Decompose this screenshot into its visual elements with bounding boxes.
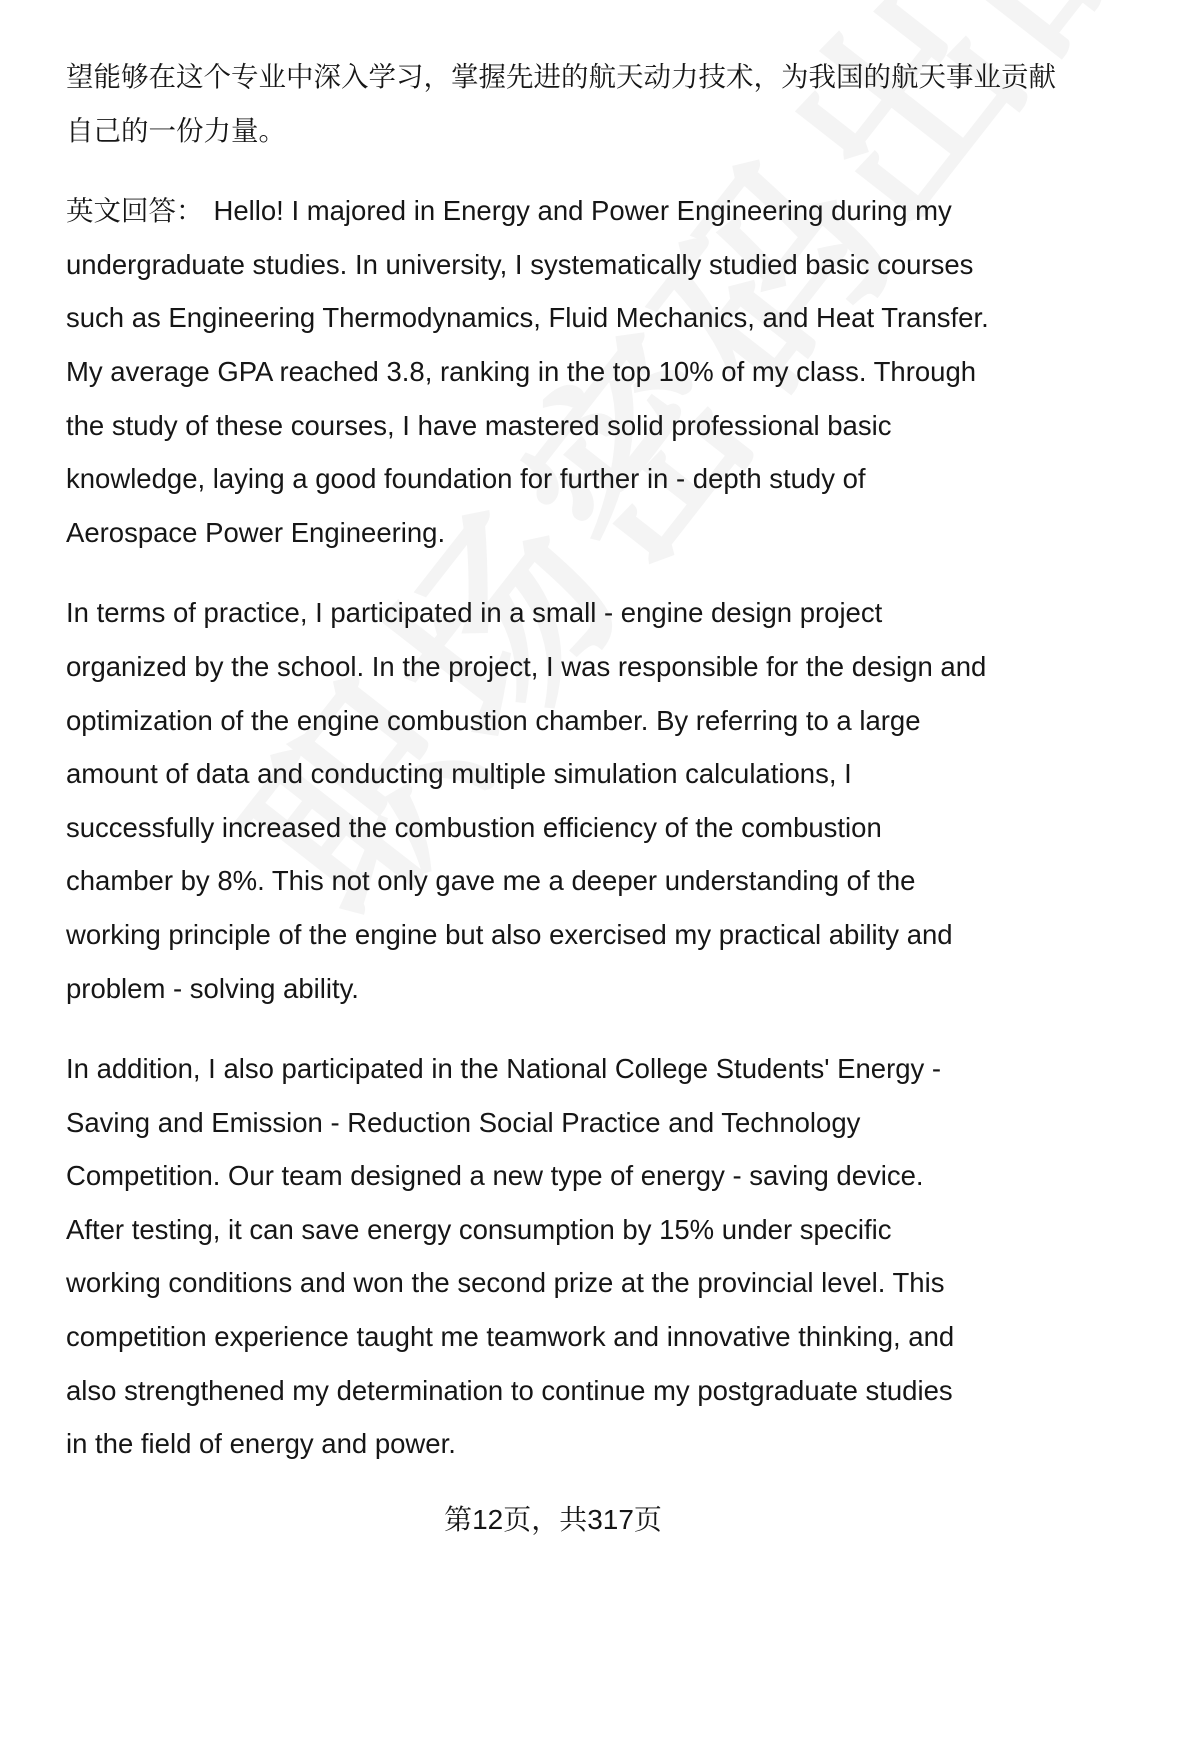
text-line: 望能够在这个专业中深入学习，掌握先进的航天动力技术，为我国的航天事业贡献	[66, 61, 1056, 92]
text-line: amount of data and conducting multiple simulation calculations, I	[66, 758, 852, 790]
text-line: successfully increased the combustion efficiency of the combustion	[66, 811, 882, 843]
intro-chinese-paragraph	[66, 50, 1066, 157]
text-line: Competition. Our team designed a new type of energy - saving device.	[66, 1160, 924, 1192]
page-content	[66, 50, 1066, 1498]
english-answer-paragraph-3	[66, 1042, 1066, 1471]
text-line: After testing, it can save energy consumption by 15% under specific	[66, 1213, 892, 1245]
text-line: such as Engineering Thermodynamics, Fluid Mechanics, and Heat Transfer.	[66, 302, 989, 334]
text-line: Saving and Emission - Reduction Social Practice and Technology	[66, 1106, 861, 1138]
text-line: My average GPA reached 3.8, ranking in the top 10% of my class. Through	[66, 355, 977, 387]
text-line: in the field of energy and power.	[66, 1428, 456, 1460]
text-line: knowledge, laying a good foundation for further in - depth study of	[66, 463, 866, 495]
text-line: problem - solving ability.	[66, 972, 359, 1004]
text-line: also strengthened my determination to continue my postgraduate studies	[66, 1374, 953, 1406]
text-line: organized by the school. In the project, I was responsible for the design and	[66, 650, 987, 682]
text-line: working principle of the engine but also exercised my practical ability and	[66, 918, 953, 950]
english-answer-label: 英文回答：	[66, 195, 204, 227]
text-line: In addition, I also participated in the National College Students' Energy -	[66, 1053, 942, 1085]
text-line: competition experience taught me teamwork and innovative thinking, and	[66, 1321, 955, 1353]
text-line: In terms of practice, I participated in a small - engine design project	[66, 597, 883, 629]
english-answer-paragraph-2	[66, 586, 1066, 1015]
text-line	[66, 184, 1066, 238]
text-line: undergraduate studies. In university, I systematically studied basic courses	[66, 248, 974, 280]
page-footer	[0, 1500, 1106, 1540]
text-line: optimization of the engine combustion chamber. By referring to a large	[66, 704, 921, 736]
text-line-body: Hello! I majored in Energy and Power Engineering during my	[213, 195, 952, 227]
text-line: Aerospace Power Engineering.	[66, 516, 446, 548]
english-answer-paragraph-1	[66, 184, 1066, 559]
text-line: the study of these courses, I have mastered solid professional basic	[66, 409, 892, 441]
page-indicator: 第12页，共317页	[444, 1504, 662, 1535]
text-line: chamber by 8%. This not only gave me a deeper understanding of the	[66, 865, 916, 897]
text-line: 自己的一份力量。	[66, 114, 286, 146]
text-line: working conditions and won the second prize at the provincial level. This	[66, 1267, 945, 1299]
